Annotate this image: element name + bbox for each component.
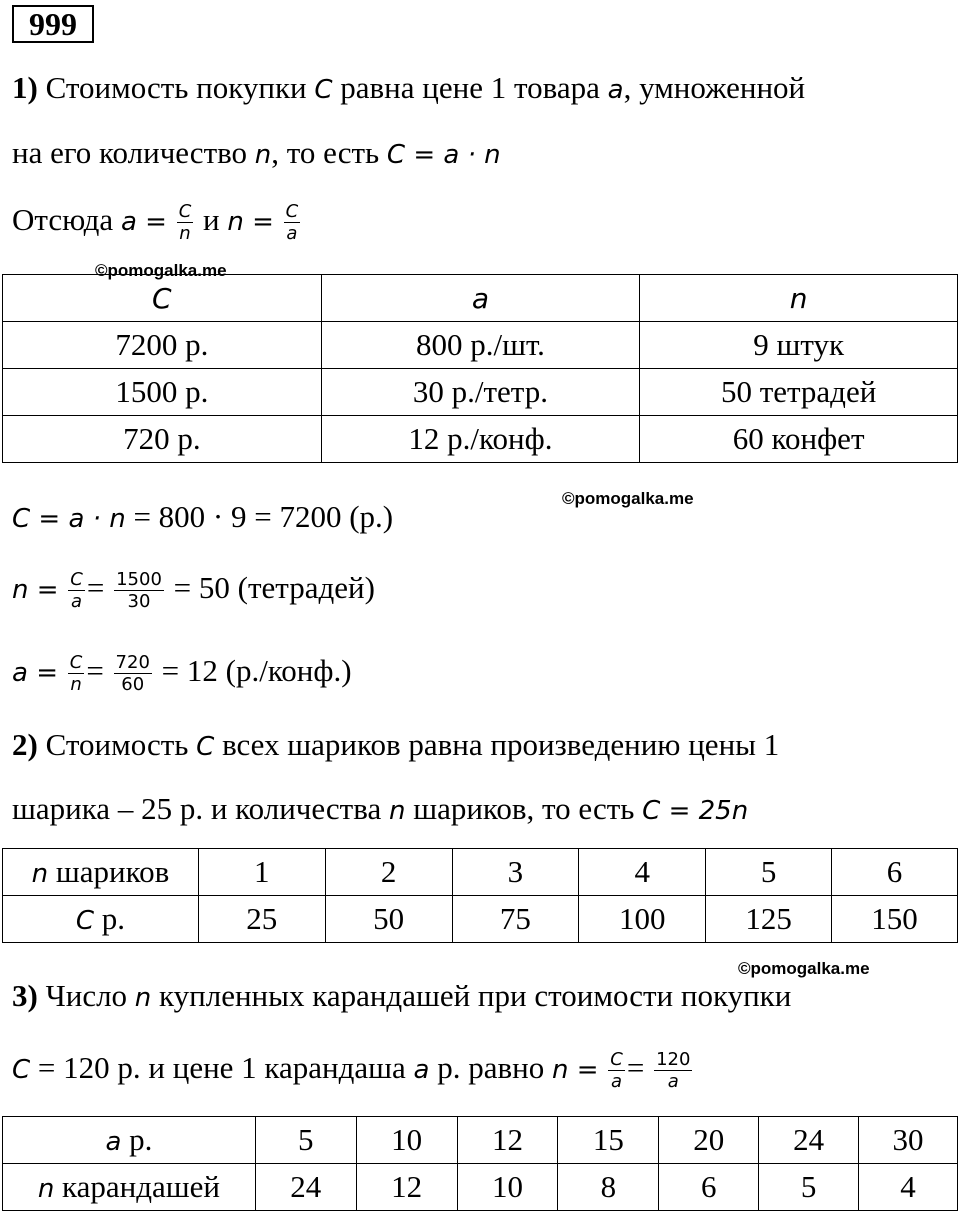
fraction: $\frac{1500}{30}$ [116, 569, 162, 613]
part1-line3: Отсюда a = $\frac{C}{n}$ и n = $\frac{C}{a}$ [12, 201, 299, 245]
part2-line2: шарика – 25 р. и количества n шариков, то есть C = 25n [12, 791, 749, 826]
table-cell: 5 [759, 1164, 859, 1211]
table-cell: 25 [198, 896, 325, 943]
table-cell: 12 [457, 1117, 558, 1164]
table-row [3, 896, 958, 943]
table-row [3, 369, 958, 416]
table-cell: 1 [198, 849, 325, 896]
table-cell: 12 [356, 1164, 457, 1211]
balls-table [2, 848, 958, 943]
watermark: ©pomogalka.me [95, 261, 227, 280]
table-cell: 30 р./тетр. [321, 369, 640, 416]
calc-line-3: a = $\frac{C}{n}$ = $\frac{720}{60}$ = 12 (р./конф.) [12, 652, 352, 696]
part3-line1: 3) Число n купленных карандашей при стоимости покупки [12, 978, 792, 1013]
table-cell: 4 [579, 849, 706, 896]
part3-label: 3) [12, 978, 38, 1013]
row-header: n карандашей [3, 1164, 256, 1211]
table-cell: 5 [255, 1117, 356, 1164]
table-header-row [3, 275, 958, 322]
part2-label: 2) [12, 727, 38, 762]
table-cell: 50 тетрадей [640, 369, 958, 416]
table-cell: 9 штук [640, 322, 958, 369]
part1-label: 1) [12, 70, 38, 105]
price-table [2, 274, 958, 463]
table-cell: 75 [452, 896, 579, 943]
table-cell: 150 [832, 896, 958, 943]
watermark: ©pomogalka.me [738, 959, 870, 978]
row-header: a р. [3, 1117, 256, 1164]
calc-line-2: n = $\frac{C}{a}$ = $\frac{1500}{30}$ = 50 (тетрадей) [12, 569, 375, 613]
table-cell: 1500 р. [3, 369, 322, 416]
table-row [3, 849, 958, 896]
table-cell: 24 [759, 1117, 859, 1164]
table-cell: 7200 р. [3, 322, 322, 369]
watermark: ©pomogalka.me [562, 489, 694, 508]
calc-line-1: C = a · n = 800 · 9 = 7200 (р.) [12, 499, 394, 534]
fraction: $\frac{C}{n}$ [69, 652, 83, 696]
table-cell: 2 [325, 849, 452, 896]
part1-line2: на его количество n, то есть C = a · n [12, 135, 501, 170]
table-header: n [640, 275, 958, 322]
fraction: $\frac{720}{60}$ [115, 652, 150, 696]
row-header: n шариков [3, 849, 199, 896]
table-row [3, 1164, 958, 1211]
table-cell: 10 [457, 1164, 558, 1211]
table-cell: 100 [579, 896, 706, 943]
part3-line2: C = 120 р. и цене 1 карандаша a р. равно n = $\frac{C}{a}$ = $\frac{120}{a}$ [12, 1049, 691, 1093]
table-cell: 4 [859, 1164, 958, 1211]
fraction: $\frac{C}{a}$ [610, 1049, 623, 1093]
table-header: C [3, 275, 322, 322]
table-cell: 800 р./шт. [321, 322, 640, 369]
table-cell: 15 [558, 1117, 659, 1164]
table-row [3, 1117, 958, 1164]
table-cell: 8 [558, 1164, 659, 1211]
table-cell: 6 [659, 1164, 759, 1211]
fraction: $\frac{C}{n}$ [178, 201, 192, 245]
table-cell: 6 [832, 849, 958, 896]
row-header: C р. [3, 896, 199, 943]
table-row [3, 416, 958, 463]
part1-line1: 1) Стоимость покупки C равна цене 1 товара a, умноженной [12, 70, 806, 105]
formula: C = 25n [642, 796, 749, 826]
fraction: $\frac{C}{a}$ [70, 569, 83, 613]
table-cell: 12 р./конф. [321, 416, 640, 463]
table-cell: 20 [659, 1117, 759, 1164]
table-cell: 720 р. [3, 416, 322, 463]
table-cell: 30 [859, 1117, 958, 1164]
table-row [3, 322, 958, 369]
table-cell: 5 [706, 849, 832, 896]
table-header: a [321, 275, 640, 322]
task-number: 999 [12, 5, 94, 43]
formula: C = a · n [386, 140, 501, 170]
fraction: $\frac{C}{a}$ [285, 201, 299, 245]
table-cell: 10 [356, 1117, 457, 1164]
pencils-table [2, 1116, 958, 1211]
fraction: $\frac{120}{a}$ [656, 1049, 691, 1093]
table-cell: 60 конфет [640, 416, 958, 463]
part2-line1: 2) Стоимость C всех шариков равна произведению цены 1 [12, 727, 780, 762]
table-cell: 50 [325, 896, 452, 943]
table-cell: 3 [452, 849, 579, 896]
table-cell: 125 [706, 896, 832, 943]
table-cell: 24 [255, 1164, 356, 1211]
